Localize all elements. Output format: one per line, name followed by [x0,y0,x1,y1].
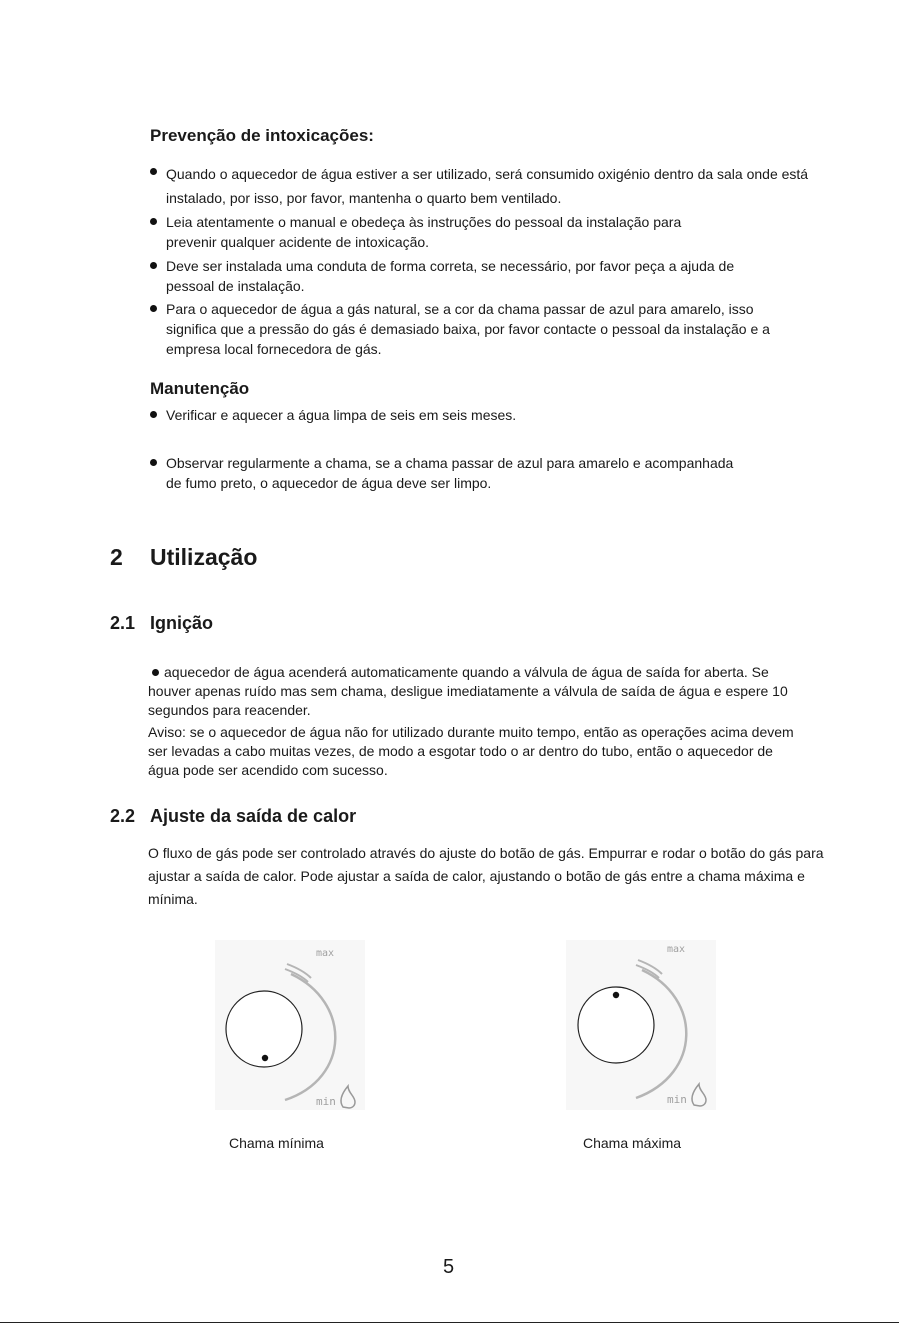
list-item: Observar regularmente a chama, se a chama passar de azul para amarelo e acompanhada de fumo preto, o aquecedor de água deve ser limpo. [150,453,870,493]
min-label: min [667,1093,687,1106]
knob-diagram [215,940,365,1110]
figure-caption: Chama máxima [583,1135,682,1151]
paragraph-line: Aviso: se o aquecedor de água não for utilizado durante muito tempo, então as operações acima devem [148,724,794,740]
knob-indicator [262,1055,268,1061]
flame-icon [341,1086,355,1108]
bullet-dot [152,669,159,676]
list-item: Deve ser instalada uma conduta de forma correta, se necessário, por favor peça a ajuda de pessoal de instalação. [150,256,870,296]
section-heading-manutencao: Manutenção [150,379,250,398]
paragraph-line: ser levadas a cabo muitas vezes, de modo a esgotar todo o ar dentro do tubo, então o aquecedor de [148,743,773,759]
section-title: Ignição [150,613,214,633]
paragraph-line: O fluxo de gás pode ser controlado através do ajuste do botão de gás. Empurrar e rodar o botão do gás para [148,845,824,861]
section-number: 2.1 [110,613,136,633]
section-title: Ajuste da saída de calor [150,806,357,826]
knob-diagram [566,940,716,1110]
figure-caption: Chama mínima [229,1135,324,1151]
list-item: Para o aquecedor de água a gás natural, se a cor da chama passar de azul para amarelo, isso significa que a pressão do gás é demasiado baixa, por favor contacte o pessoal da instalação e a empresa local fornecedora de gás. [150,299,870,359]
section-2-1-body [148,663,868,780]
min-label: min [316,1095,336,1108]
chapter-number: 2 [110,544,123,570]
chapter-title: Utilização [150,544,258,570]
knob-figure-max [566,940,716,1110]
flame-icon [692,1084,706,1106]
section-2-2-body [148,842,883,911]
page-number: 5 [443,1256,455,1278]
paragraph-line: segundos para reacender. [148,702,311,718]
knob-indicator [613,992,619,998]
list-item: Quando o aquecedor de água estiver a ser utilizado, será consumido oxigénio dentro da sala onde está instalado, por isso, por favor, mantenha o quarto bem ventilado. [150,162,870,210]
paragraph-line: houver apenas ruído mas sem chama, desligue imediatamente a válvula de saída de água e espere 10 [148,683,788,699]
list-item: Verificar e aquecer a água limpa de seis em seis meses. [150,405,870,425]
knob [578,987,654,1063]
section-number: 2.2 [110,806,136,826]
max-label: max [667,944,686,955]
page-bottom-rule [0,1322,899,1323]
max-label: max [316,948,335,959]
section-heading-prevencao: Prevenção de intoxicações: [150,126,374,145]
list-item: Leia atentamente o manual e obedeça às instruções do pessoal da instalação para prevenir qualquer acidente de intoxicação. [150,212,870,252]
knob-figure-min [215,940,365,1110]
paragraph-line: mínima. [148,891,198,907]
list-item: aquecedor de água acenderá automaticamente quando a válvula de água de saída for aberta. Se [148,663,868,682]
paragraph-line: ajustar a saída de calor. Pode ajustar a saída de calor, ajustando o botão de gás entre a chama máxima e [148,868,805,884]
paragraph-line: água pode ser acendido com sucesso. [148,762,388,778]
